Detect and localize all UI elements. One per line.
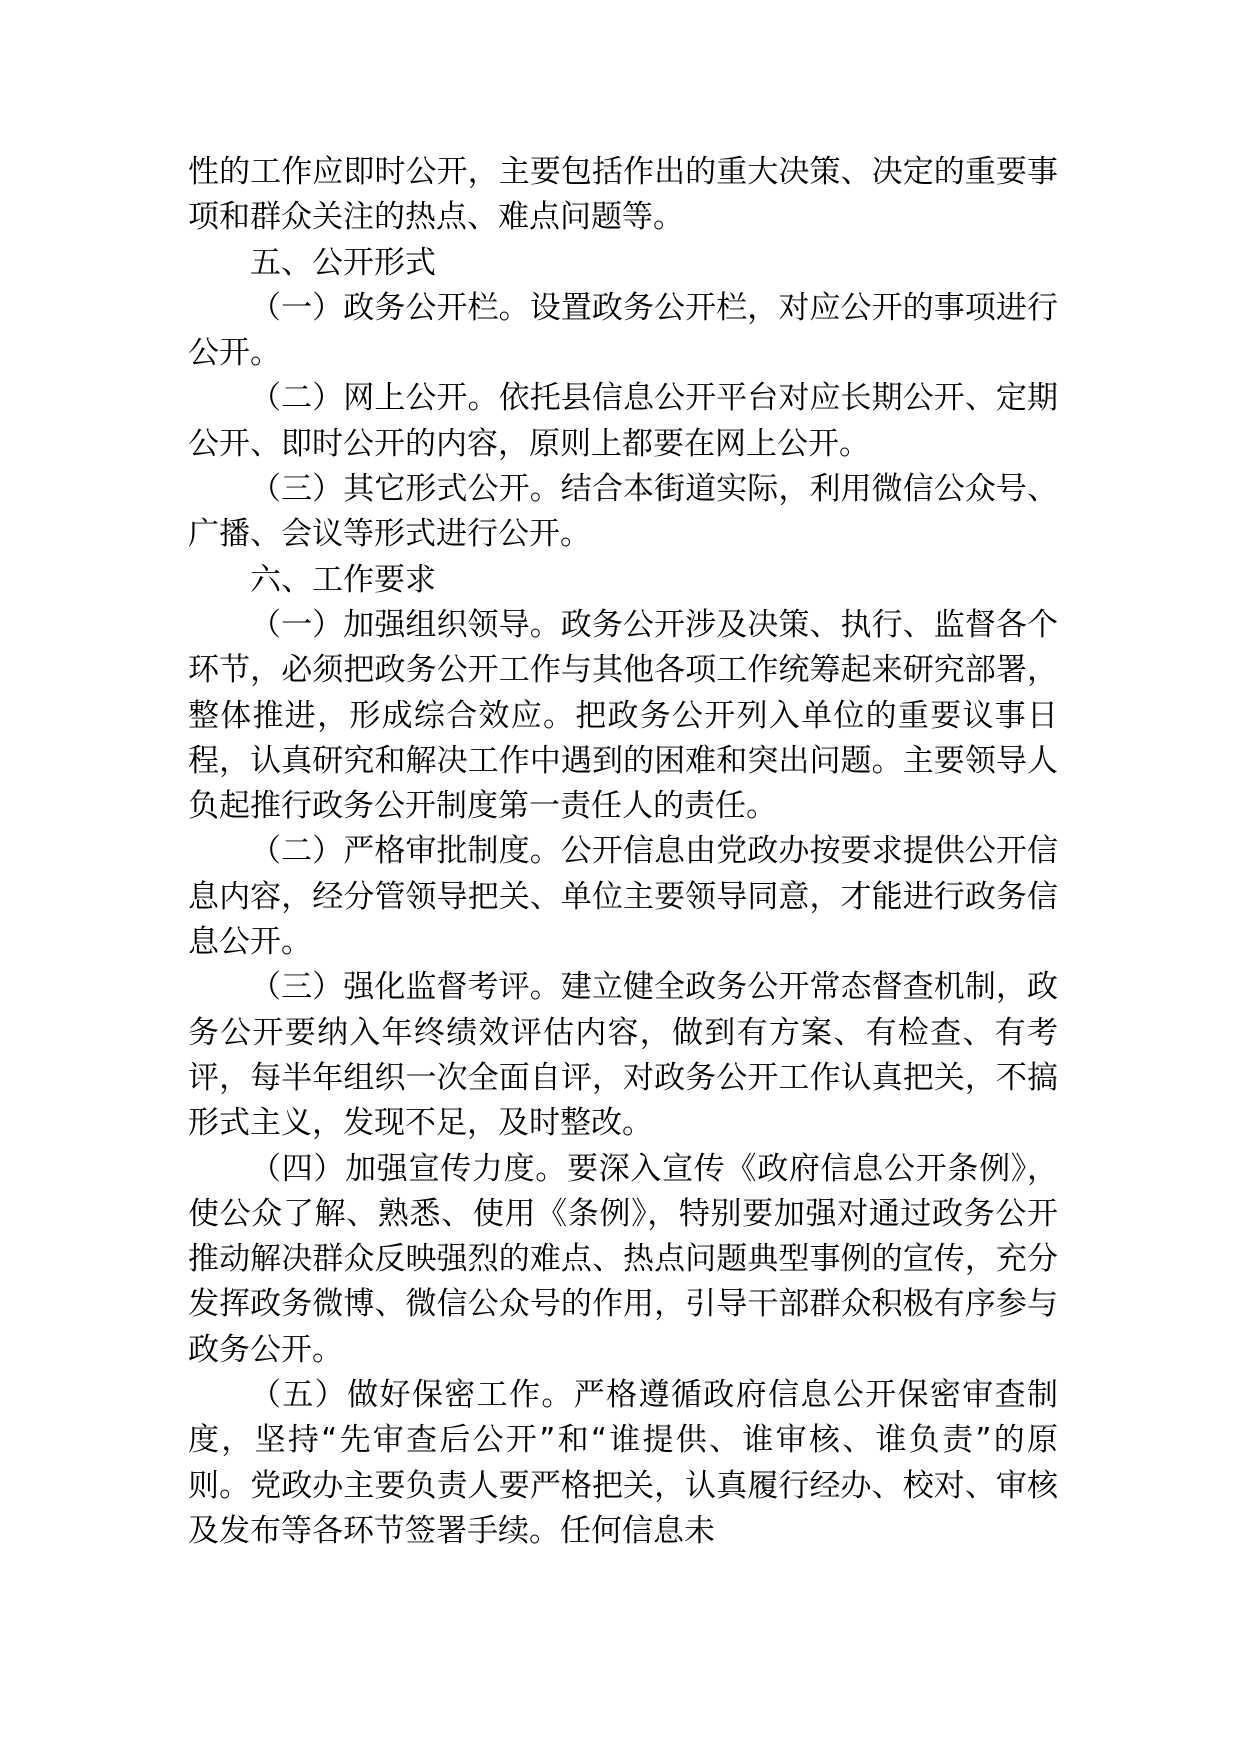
paragraph-continuation: 性的工作应即时公开，主要包括作出的重大决策、决定的重要事项和群众关注的热点、难点问题等。 bbox=[188, 154, 1058, 236]
section-heading-work-requirements: 六、工作要求 bbox=[250, 561, 436, 598]
document-body bbox=[188, 150, 1058, 1554]
paragraph-supervision: （三）强化监督考评。建立健全政务公开常态督查机制，政务公开要纳入年终绩效评估内容，做到有方案、有检查、有考评，每半年组织一次全面自评，对政务公开工作认真把关，不搞形式主义，发现不足，及时整改。 bbox=[188, 969, 1058, 1142]
paragraph-other-forms: （三）其它形式公开。结合本街道实际，利用微信公众号、广播、会议等形式进行公开。 bbox=[188, 471, 1058, 553]
paragraph-publicity: （四）加强宣传力度。要深入宣传《政府信息公开条例》，使公众了解、熟悉、使用《条例》，特别要加强对通过政务公开推动解决群众反映强烈的难点、热点问题典型事例的宣传，充分发挥政务微博、微信公众号的作用，引导干部群众积极有序参与政务公开。 bbox=[188, 1150, 1058, 1368]
paragraph-bulletin-board: （一）政务公开栏。设置政务公开栏，对应公开的事项进行公开。 bbox=[188, 289, 1058, 372]
section-heading-public-forms: 五、公开形式 bbox=[250, 244, 436, 281]
paragraph-confidentiality: （五）做好保密工作。严格遵循政府信息公开保密审查制度，坚持“先审查后公开”和“谁提供、谁审核、谁负责”的原则。党政办主要负责人要严格把关，认真履行经办、校对、审核及发布等各环节签署手续。任何信息未 bbox=[188, 1377, 1058, 1549]
paragraph-approval-system: （二）严格审批制度。公开信息由党政办按要求提供公开信息内容，经分管领导把关、单位主要领导同意，才能进行政务信息公开。 bbox=[188, 833, 1058, 961]
paragraph-online-disclosure: （二）网上公开。依托县信息公开平台对应长期公开、定期公开、即时公开的内容，原则上都要在网上公开。 bbox=[188, 380, 1058, 462]
paragraph-leadership: （一）加强组织领导。政务公开涉及决策、执行、监督各个环节，必须把政务公开工作与其他各项工作统筹起来研究部署，整体推进，形成综合效应。把政务公开列入单位的重要议事日程，认真研究和解决工作中遇到的困难和突出问题。主要领导人负起推行政务公开制度第一责任人的责任。 bbox=[188, 606, 1058, 825]
